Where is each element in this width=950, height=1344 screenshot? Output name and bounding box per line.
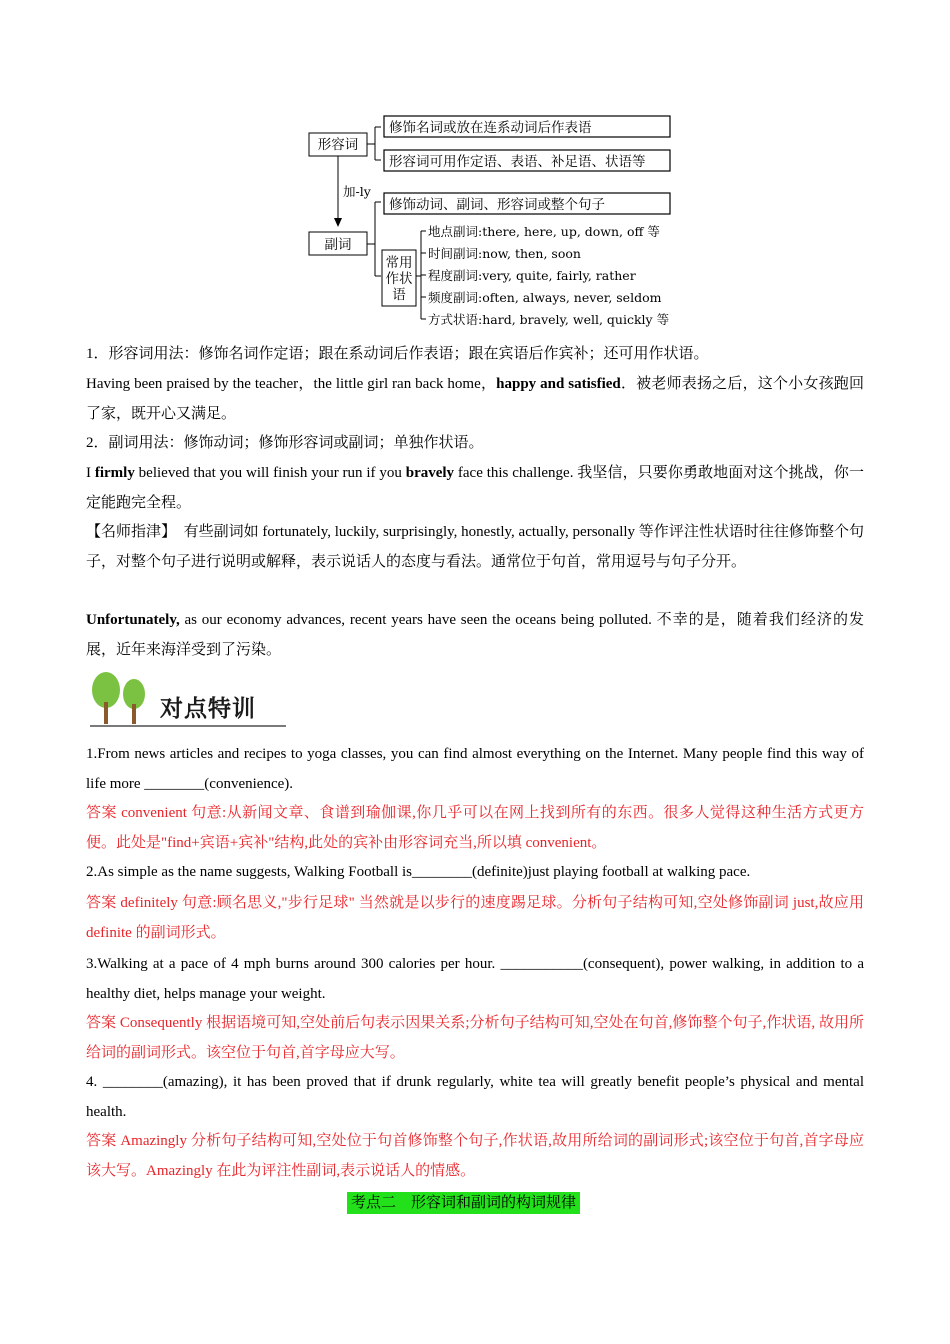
- adj-example-pre: Having been praised by the teacher，the little girl ran back home，: [86, 376, 497, 392]
- diagram-adv-type-5: 方式状语:hard, bravely, well, quickly 等: [428, 312, 670, 327]
- tip-label: 【名师指津】: [86, 524, 169, 540]
- adv-example-bold-1: firmly: [94, 465, 135, 481]
- exercise-1-question: 1.From news articles and recipes to yoga classes, you can find almost everything on the Internet. Many people find this way of life more ________(convenience).: [86, 746, 864, 792]
- diagram-common-3: 语: [392, 287, 406, 303]
- adv-example-bold-2: bravely: [405, 465, 455, 481]
- diagram-adjective: 形容词: [317, 137, 359, 153]
- adv-example-1: I: [86, 465, 95, 481]
- exercise-4-answer: 答案 Amazingly 分析句子结构可知,空处位于句首修饰整个句子,作状语,故用所给词的副词形式;该空位于句首,首字母应该大写。Amazingly 在此为评注性副词,表示说话人的情感。: [86, 1133, 864, 1179]
- tip-text: 有些副词如 fortunately, luckily, surprisingly, honestly, actually, personally 等作评注性状语时往往修饰整个句子，对整个句子进行说明或解释，表示说话人的态度与看法。通常位于句首，常用逗号与句子分开。: [86, 524, 864, 570]
- diagram-adverb: 副词: [324, 237, 352, 253]
- adv-example-3: face this challenge. 我坚信，只要你勇敢地面对这个挑战，你一定能跑完全程。: [86, 465, 864, 511]
- unfortunately-text: as our economy advances, recent years have seen the oceans being polluted. 不幸的是，随着我们经济的发展，近年来海洋受到了污染。: [86, 612, 864, 658]
- adj-adv-diagram: [305, 112, 677, 332]
- adj-example: [86, 370, 864, 429]
- next-section-heading: 考点二 形容词和副词的构词规律: [347, 1192, 580, 1214]
- diagram-adv-type-1: 地点副词:there, here, up, down, off 等: [428, 224, 660, 239]
- exercise-2-question: 2.As simple as the name suggests, Walking Football is________(definite)just playing football at walking pace.: [86, 864, 751, 880]
- exercise-2-answer: 答案 definitely 句意:顾名思义,"步行足球" 当然就是以步行的速度踢足球。分析句子结构可知,空处修饰副词 just,故应用 definite 的副词形式。: [86, 895, 864, 941]
- adj-example-bold: happy and satisfied: [496, 376, 621, 392]
- adj-example-post: ．被老师表扬之后，这个小女孩跑回了家，既开心又满足。: [86, 376, 864, 422]
- diagram-adv-type-4: 频度副词:often, always, never, seldom: [428, 290, 662, 305]
- teacher-tip: [86, 518, 864, 577]
- diagram-adj-use-1: 修饰名词或放在连系动词后作表语: [389, 120, 592, 136]
- adv-example-2: believed that you will finish your run if you: [134, 465, 406, 481]
- section-title: 对点特训: [160, 696, 256, 722]
- diagram-add-ly: 加-ly: [343, 184, 371, 199]
- diagram-adv-use-1: 修饰动词、副词、形容词或整个句子: [389, 197, 605, 213]
- exercise-1-answer: 答案 convenient 句意:从新闻文章、食谱到瑜伽课,你几乎可以在网上找到所有的东西。很多人觉得这种生活方式更方便。此处是"find+宾语+宾补"结构,此处的宾补由形容词充当,所以填 convenient。: [86, 805, 864, 851]
- diagram-adv-type-3: 程度副词:very, quite, fairly, rather: [428, 268, 636, 283]
- diagram-adj-use-2: 形容词可用作定语、表语、补足语、状语等: [389, 154, 646, 170]
- exercise-3-answer: 答案 Consequently 根据语境可知,空处前后句表示因果关系;分析句子结构可知,空处在句首,修饰整个句子,作状语, 故用所给词的副词形式。该空位于句首,首字母应大写。: [86, 1015, 864, 1061]
- unfortunately-bold: Unfortunately,: [86, 612, 180, 628]
- unfortunately-example: [86, 606, 864, 665]
- diagram-common-2: 作状: [385, 271, 413, 287]
- adj-usage: 1．形容词用法：修饰名词作定语；跟在系动词后作表语；跟在宾语后作宾补；还可用作状语。: [86, 346, 709, 362]
- exercise-3-question: 3.Walking at a pace of 4 mph burns around 300 calories per hour. ___________(consequent), power walking, in addition to a healthy diet, helps manage your weight.: [86, 956, 864, 1002]
- adv-usage: 2．副词用法：修饰动词；修饰形容词或副词；单独作状语。: [86, 435, 484, 451]
- adv-example: [86, 459, 864, 518]
- exercise-4-question: 4. ________(amazing), it has been proved that if drunk regularly, white tea will greatly benefit people’s physical and mental health.: [86, 1074, 864, 1120]
- diagram-adv-type-2: 时间副词:now, then, soon: [428, 246, 581, 261]
- diagram-common-1: 常用: [385, 255, 413, 271]
